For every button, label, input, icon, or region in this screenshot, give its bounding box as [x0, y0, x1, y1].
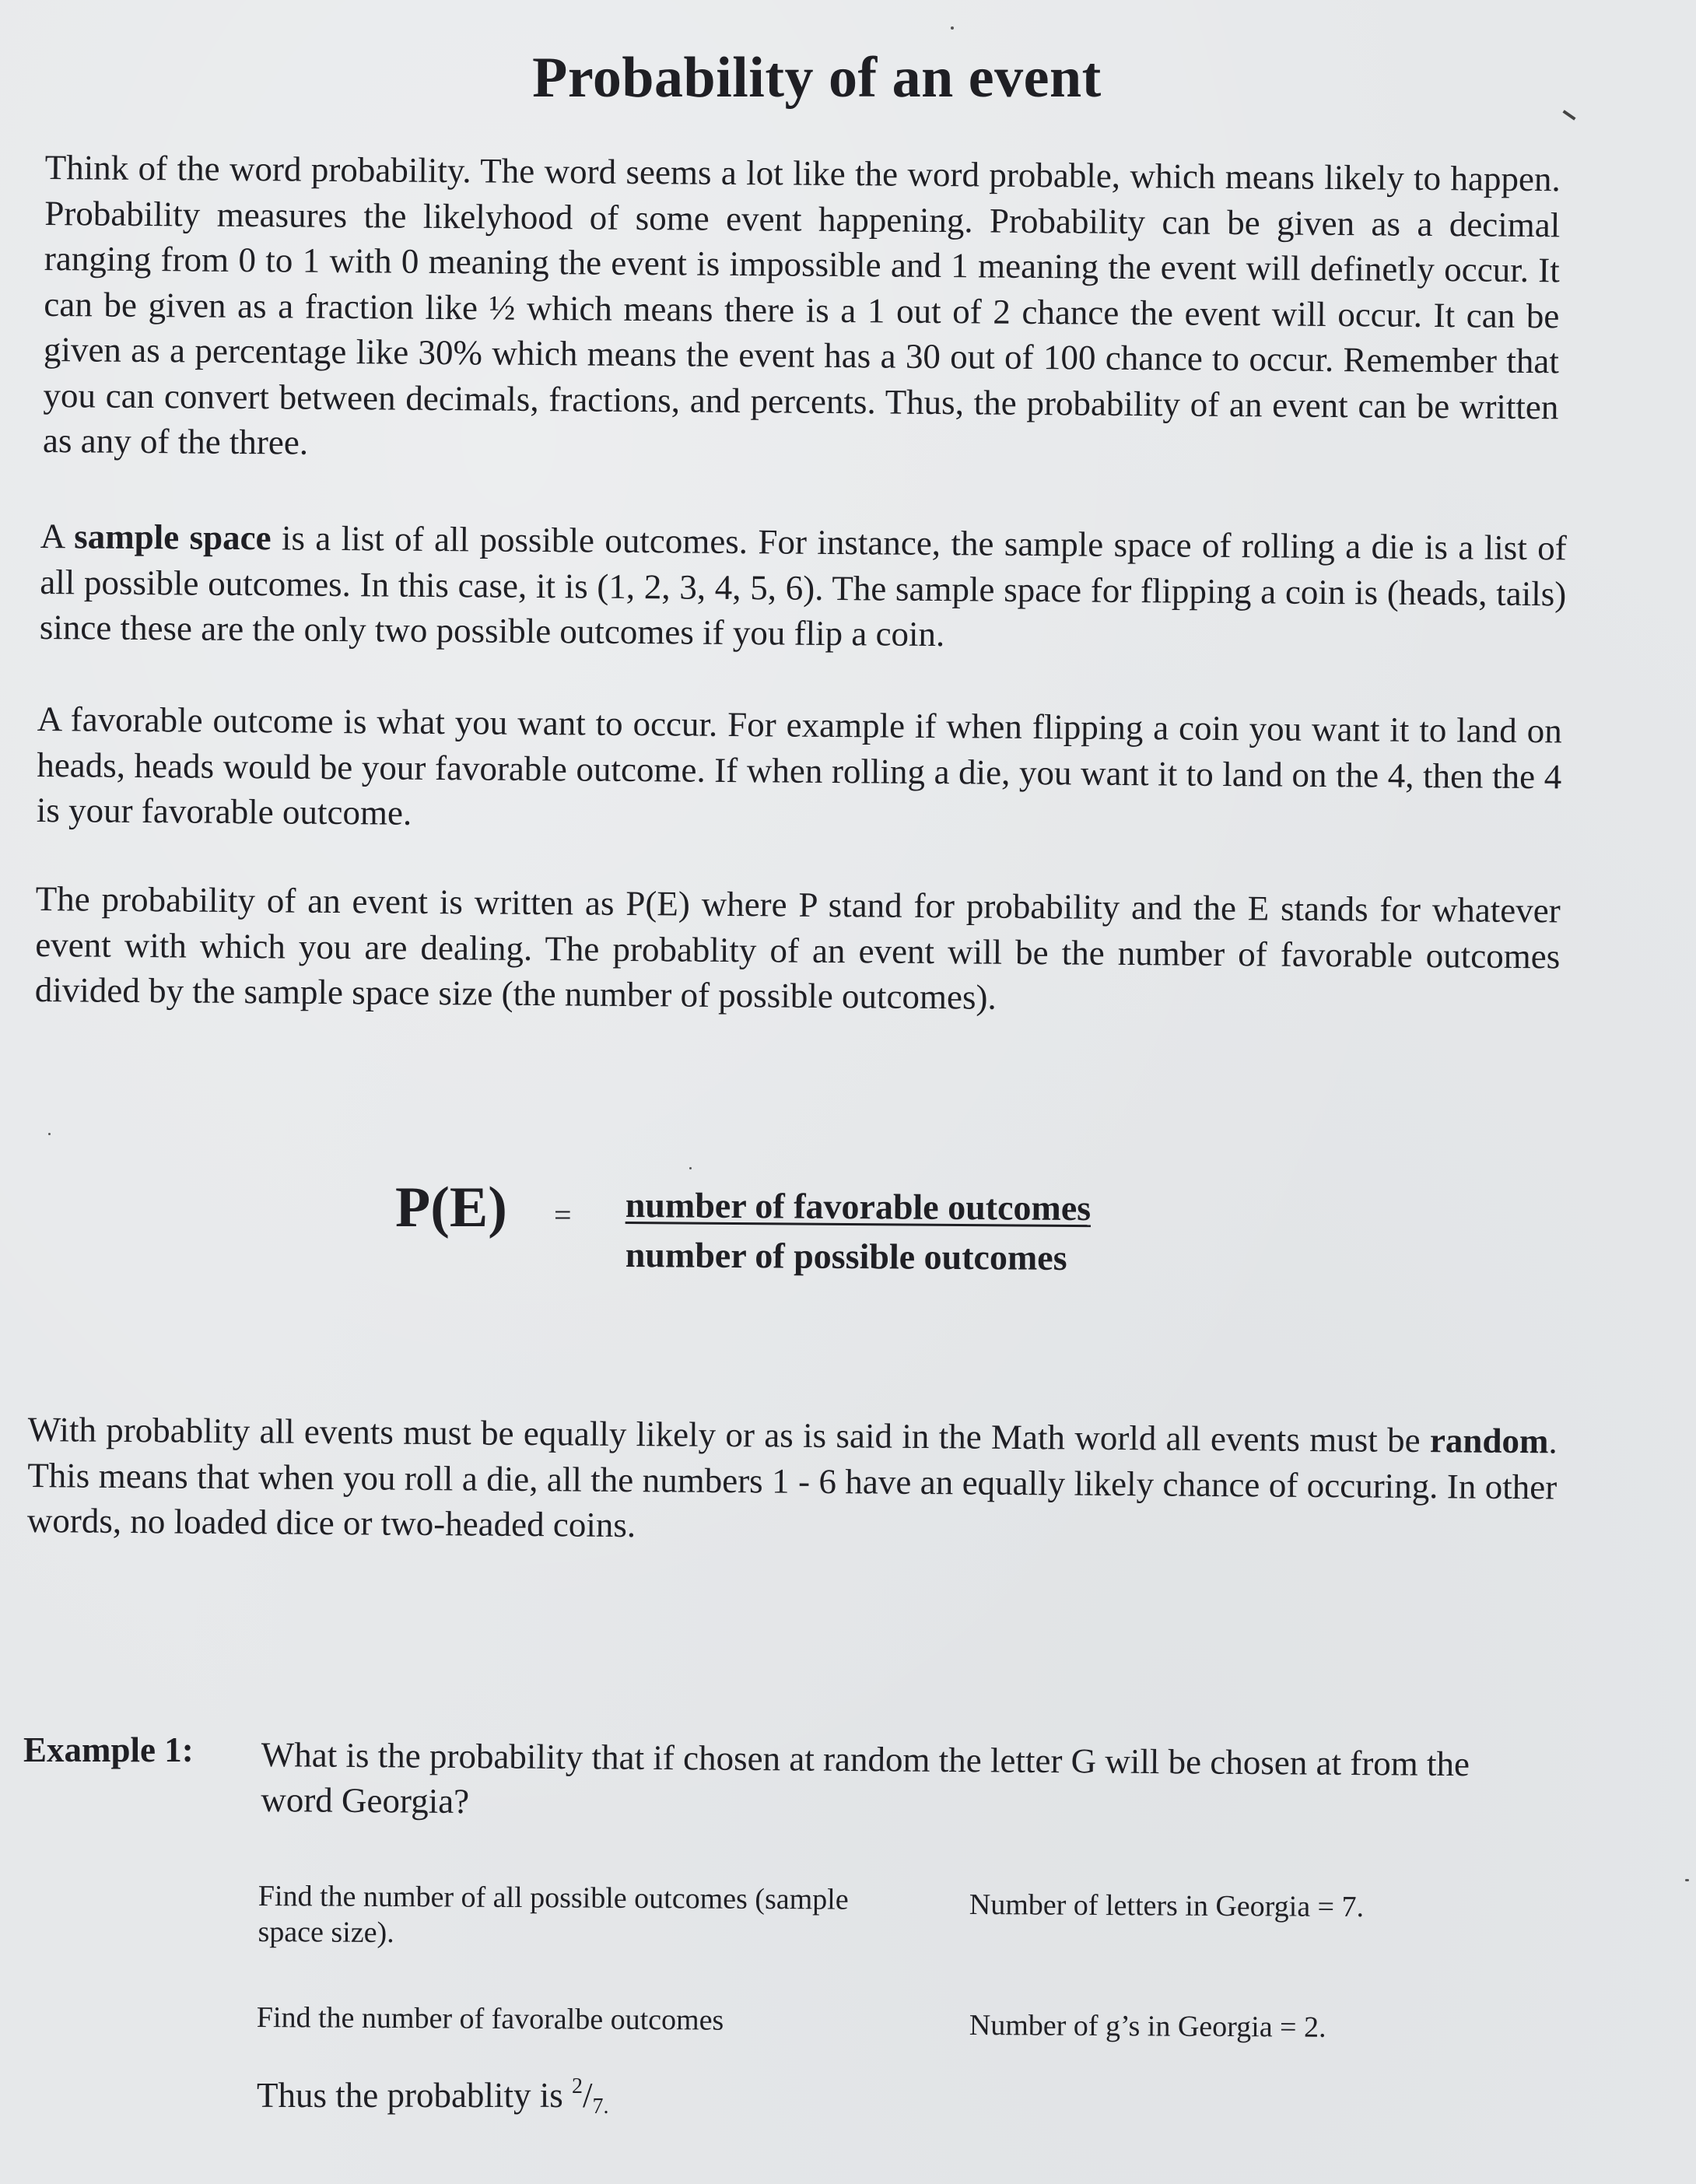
answer-numerator: 2 [571, 2074, 583, 2098]
formula-equals: = [554, 1197, 572, 1232]
sample-space-post: is a list of all possible outcomes. For instance, the sample space of rolling a die is a list of all possible outcomes. In this case, it is (1, 2, 3, 4, 5, 6). The sample space for flipping a coin is (heads, tails) since these are the only two possible outcomes if you flip a coin. [39, 518, 1567, 654]
page-title: Probability of an event [532, 46, 1102, 110]
random-post: . This means that when you roll a die, all the numbers 1 - 6 have an equally likely chance of occuring. In other words, no loaded dice or two-headed coins. [26, 1422, 1558, 1545]
scan-speck [48, 1133, 51, 1135]
favorable-outcome-paragraph: A favorable outcome is what you want to occur. For example if when flipping a coin you want it to land on heads, heads would be your favorable outcome. If when rolling a die, you want it to land on the 4, then the 4 is your favorable outcome. [36, 699, 1562, 833]
intro-paragraph: Think of the word probability. The word seems a lot like the word probable, which means likely to happen. Probability measures the likelyhood of some event happening. Probability can be given as a decimal ranging from 0 to 1 with 0 meaning the event is impossible and 1 meaning the event will definetly occur. It can be given as a fraction like ½ which means there is a 1 out of 2 chance the event will occur. It can be given as a percentage like 30% which means the event has a 30 out of 100 chance to occur. Remember that you can convert between decimals, fractions, and percents. Thus, the probability of an event can be written as any of the three. [42, 147, 1561, 462]
example-question: What is the probability that if chosen at random the letter G will be chosen at from the word Georgia? [261, 1734, 1470, 1821]
scan-mark [1562, 110, 1575, 121]
answer-denominator: 7. [592, 2095, 609, 2119]
conclusion-text: Thus the probablity is [257, 2076, 572, 2115]
scan-speck [1685, 1879, 1689, 1881]
step-2-result: Number of g’s in Georgia = 2. [969, 2009, 1326, 2044]
example-conclusion [257, 2074, 608, 2119]
formula-numerator: number of favorable outcomes [625, 1185, 1092, 1229]
random-paragraph [27, 1407, 1558, 1555]
example-label: Example 1: [23, 1730, 194, 1769]
random-term: random [1429, 1421, 1549, 1461]
step-1-instruction: Find the number of all possible outcomes (sample space size). [258, 1880, 849, 1950]
step-1-result: Number of letters in Georgia = 7. [969, 1888, 1365, 1924]
scan-speck [689, 1167, 692, 1169]
notation-paragraph: The probability of an event is written as P(E) where P stand for probability and the E stands for whatever event with which you are dealing. The probablity of an event will be the number of favorable outcomes divided by the sample space size (the number of possible outcomes). [34, 878, 1561, 1017]
answer-fraction [571, 2074, 609, 2119]
probability-formula [395, 1169, 1251, 1293]
answer-slash: / [582, 2076, 593, 2115]
sample-space-pre: A [40, 516, 75, 556]
random-pre: With probablity all events must be equally likely or as is said in the Math world all events must be [27, 1409, 1431, 1460]
step-2-instruction: Find the number of favoralbe outcomes [256, 2001, 724, 2037]
sample-space-term: sample space [73, 517, 272, 558]
sample-space-paragraph [40, 514, 1567, 662]
formula-lhs: P(E) [395, 1176, 507, 1239]
formula-denominator: number of possible outcomes [625, 1235, 1067, 1278]
scan-speck [951, 26, 954, 30]
